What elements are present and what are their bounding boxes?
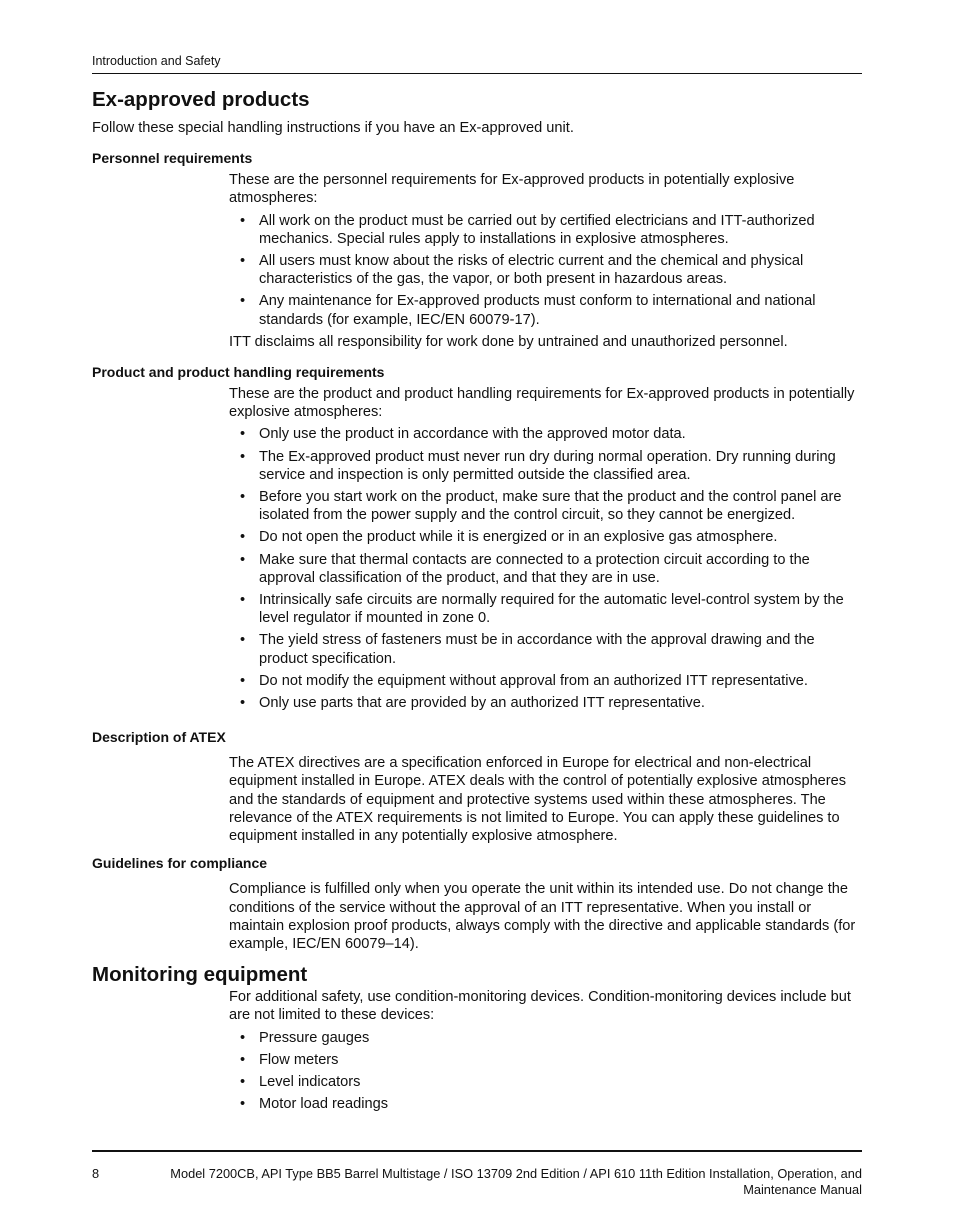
heading-guidelines-for-compliance: Guidelines for compliance <box>92 855 268 872</box>
monitoring-list <box>229 1029 862 1114</box>
section-title-monitoring-equipment: Monitoring equipment <box>92 963 308 987</box>
list-item: • Only use the product in accordance with the approved motor data. <box>229 425 862 443</box>
personnel-intro: These are the personnel requirements for Ex-approved products in potentially explosive atmospheres: <box>229 172 795 207</box>
heading-description-of-atex: Description of ATEX <box>92 729 226 746</box>
manual-title: Model 7200CB, API Type BB5 Barrel Multistage / ISO 13709 2nd Edition / API 610 11th Edition Installation, Operation, and Maintenance Manual <box>170 1166 862 1197</box>
list-item: • Any maintenance for Ex-approved products must conform to international and national standards (for example, IEC/EN 60079-17). <box>229 292 862 328</box>
footer-rule <box>92 1150 862 1152</box>
ex-intro: Follow these special handling instructions if you have an Ex-approved unit. <box>92 120 574 136</box>
list-item: • Level indicators <box>229 1073 862 1091</box>
running-header: Introduction and Safety <box>92 54 862 74</box>
product-intro: These are the product and product handling requirements for Ex-approved products in potentially explosive atmospheres: <box>229 386 855 421</box>
product-list <box>229 425 862 712</box>
list-item: • Do not open the product while it is energized or in an explosive gas atmosphere. <box>229 528 862 546</box>
list-item: • All users must know about the risks of electric current and the chemical and physical characteristics of the gas, the vapor, or both present in hazardous areas. <box>229 252 862 288</box>
compliance-text: Compliance is fulfilled only when you operate the unit within its intended use. Do not change the conditions of the service without the approval of an ITT representative. When you install or maintain explosion proof products, always comply with the directive and applicable standards (for example, IEC/EN 60079–14). <box>229 881 856 952</box>
heading-personnel-requirements: Personnel requirements <box>92 150 253 167</box>
list-item: • Do not modify the equipment without approval from an authorized ITT representative. <box>229 672 862 690</box>
list-item: • Before you start work on the product, make sure that the product and the control panel are isolated from the power supply and the control circuit, so they cannot be energized. <box>229 488 862 524</box>
monitoring-intro: For additional safety, use condition-monitoring devices. Condition-monitoring devices include but are not limited to these devices: <box>229 989 851 1024</box>
list-item: • Motor load readings <box>229 1095 862 1113</box>
list-item: • Flow meters <box>229 1051 862 1069</box>
list-item: • All work on the product must be carried out by certified electricians and ITT-authorized mechanics. Special rules apply to installations in explosive atmospheres. <box>229 212 862 248</box>
section-title-ex-approved: Ex-approved products <box>92 88 310 111</box>
heading-product-requirements: Product and product handling requirements <box>92 364 385 381</box>
list-item: • Intrinsically safe circuits are normally required for the automatic level-control system by the level regulator if mounted in zone 0. <box>229 591 862 627</box>
personnel-outro: ITT disclaims all responsibility for work done by untrained and unauthorized personnel. <box>229 333 788 350</box>
page-number: 8 <box>92 1166 100 1181</box>
atex-text: The ATEX directives are a specification enforced in Europe for electrical and non-electrical equipment installed in Europe. ATEX deals with the control of potentially explosive atmospheres and the standards of equipment and protective systems used within these atmospheres. The relevance of the ATEX requirements is not limited to Europe. You can apply these guidelines to equipment installed in any potentially explosive atmosphere. <box>229 755 847 845</box>
ex-approved-section <box>92 88 862 1113</box>
list-item: • The yield stress of fasteners must be in accordance with the approval drawing and the product specification. <box>229 631 862 667</box>
list-item: • The Ex-approved product must never run dry during normal operation. Dry running during service and inspection is only permitted outside the classified area. <box>229 448 862 484</box>
list-item: • Only use parts that are provided by an authorized ITT representative. <box>229 694 862 712</box>
list-item: • Pressure gauges <box>229 1029 862 1047</box>
list-item: • Make sure that thermal contacts are connected to a protection circuit according to the approval classification of the product, and that they are in use. <box>229 551 862 587</box>
personnel-list <box>229 212 862 329</box>
